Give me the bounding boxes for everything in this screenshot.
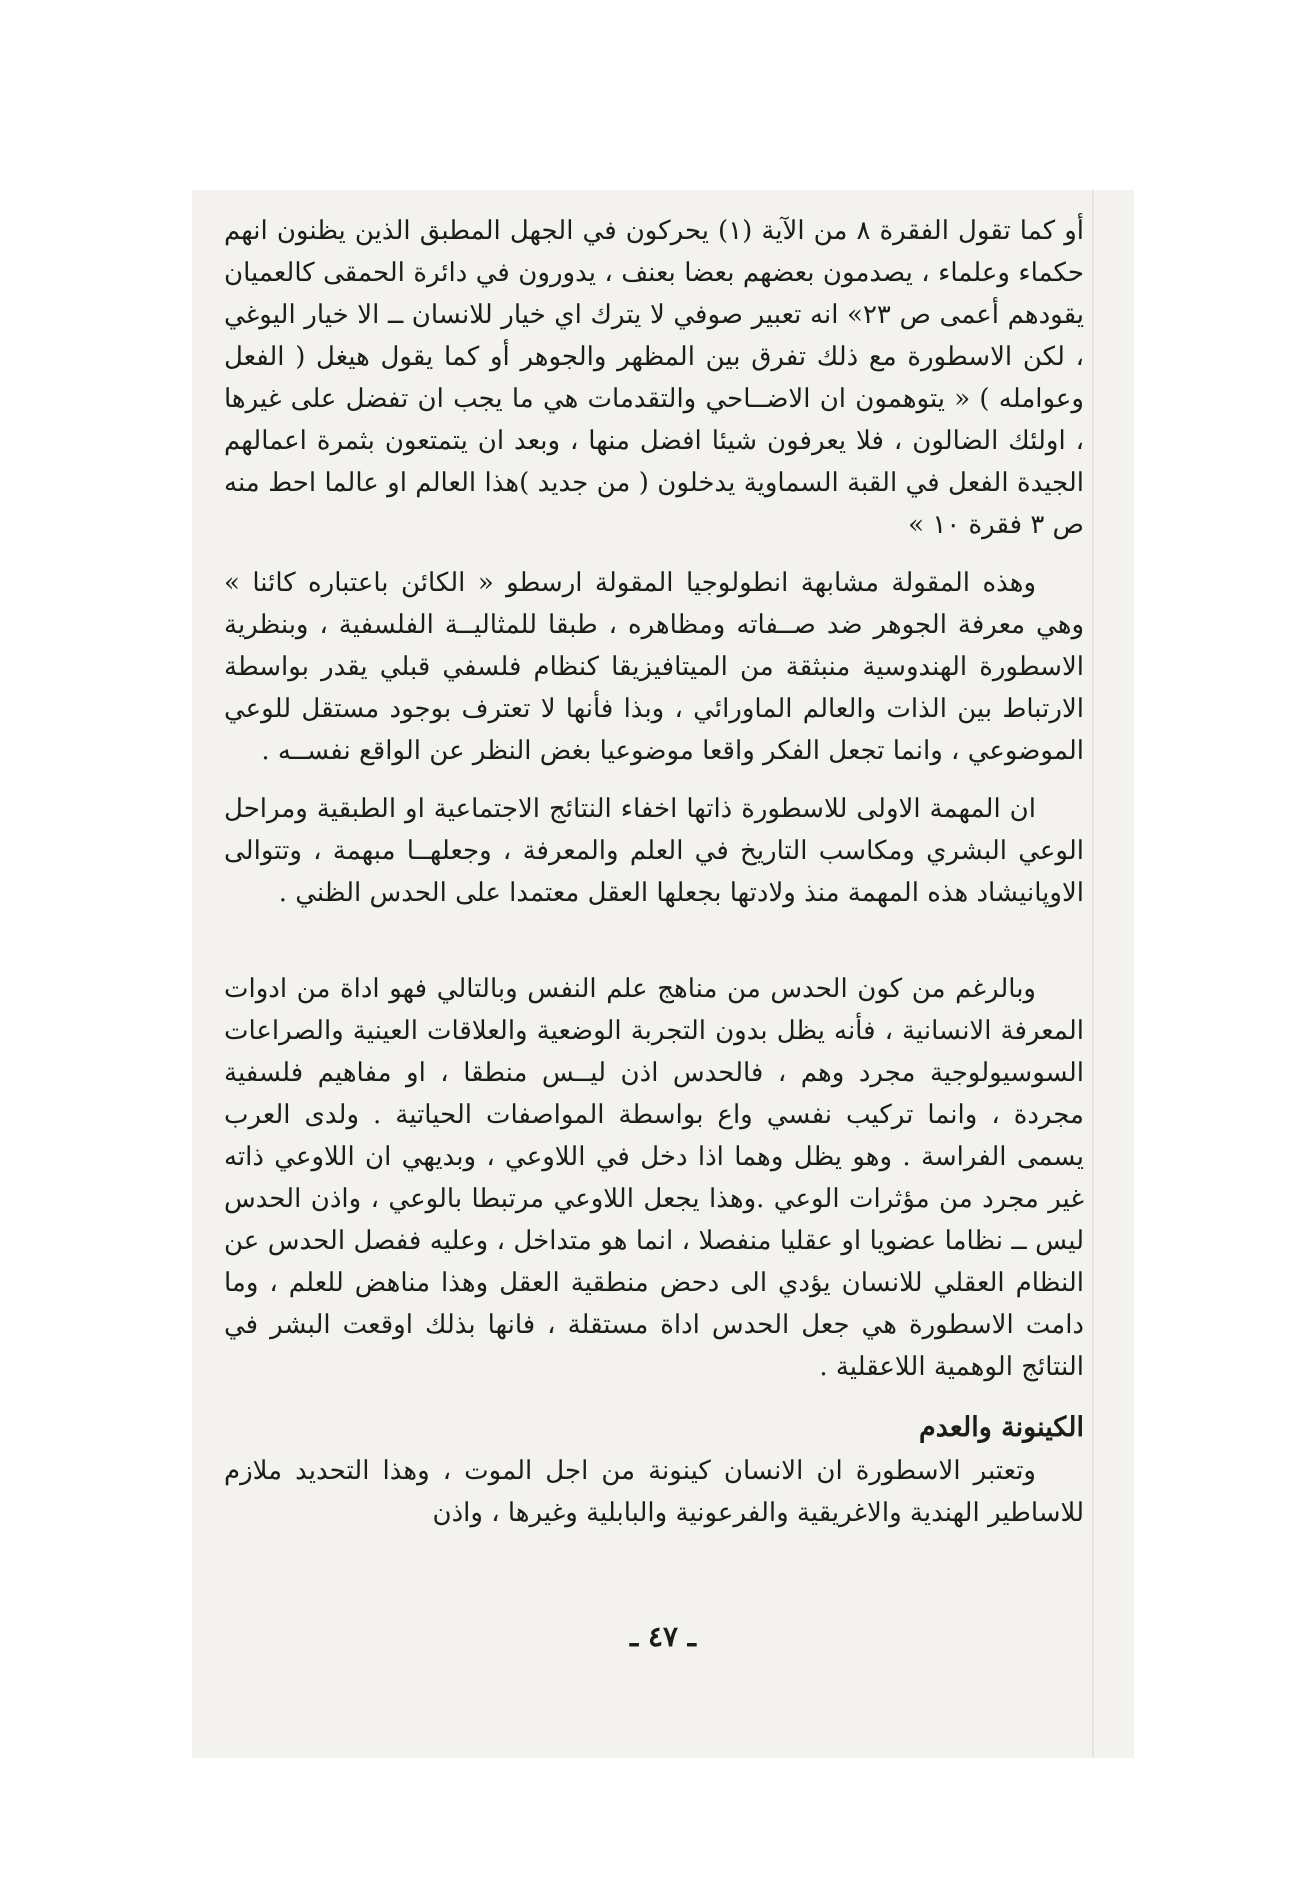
paragraph-quote-continuation: أو كما تقول الفقرة ٨ من الآية (١) يحركون في الجهل المطبق الذين يظنون انهم حكماء وعلماء ، يصدمون بعضهم بعضا بعنف ، يدورون في دائرة الحمقى كالعميان يقودهم أعمى ص ٢٣» انه تعبير صوفي لا يترك اي خيار للانسان ــ الا خيار اليوغي ، لكن الاسطورة مع ذلك تفرق بين المظهر والجوهر أو كما يقول هيغل ( الفعل وعوامله ) « يتوهمون ان الاضــاحي والتقدمات هي ما يجب ان تفضل على غيرها ، اولئك الضالون ، فلا يعرفون شيئا افضل منها ، وبعد ان يتمتعون بثمرة اعمالهم الجيدة الفعل في القبة السماوية يدخلون ( من جديد )هذا العالم او عالما احط منه ص ٣ فقرة ١٠ » — [224, 216, 1084, 540]
page-body — [224, 210, 1084, 1534]
section-heading: الكينونة والعدم — [919, 1412, 1084, 1443]
page-edge-shadow — [1092, 190, 1094, 1758]
paragraph-intuition: وبالرغم من كون الحدس من مناهج علم النفس وبالتالي فهو اداة من ادوات المعرفة الانسانية ، فأنه يظل بدون التجربة الوضعية والعلاقات العينية والصراعات السوسيولوجية مجرد وهم ، فالحدس اذن ليــس منطقا ، او مفاهيم فلسفية مجردة ، وانما تركيب نفسي واع بواسطة المواصفات الحياتية . ولدى العرب يسمى الفراسة . وهو يظل وهما اذا دخل في اللاوعي ، وبديهي ان اللاوعي ذاته غير مجرد من مؤثرات الوعي .وهذا يجعل اللاوعي مرتبطا بالوعي ، واذن الحدس ليس ــ نظاما عضويا او عقليا منفصلا ، انما هو متداخل ، وعليه ففصل الحدس عن النظام العقلي للانسان يؤدي الى دحض منطقية العقل وهذا مناهض للعلم ، وما دامت الاسطورة هي جعل الحدس اداة مستقلة ، فانها بذلك اوقعت البشر في النتائج الوهمية اللاعقلية . — [224, 974, 1084, 1382]
book-page — [192, 190, 1134, 1758]
paragraph-aristotle: وهذه المقولة مشابهة انطولوجيا المقولة ارسطو « الكائن باعتباره كائنا » وهي معرفة الجوهر ضد صــفاته ومظاهره ، طبقا للمثاليــة الفلسفية ، وبنظرية الاسطورة الهندوسية منبثقة من الميتافيزيقا كنظام فلسفي قبلي يقدر بواسطة الارتباط بين الذات والعالم الماورائي ، وبذا فأنها لا تعترف بوجود مستقل للوعي الموضوعي ، وانما تجعل الفكر واقعا موضوعيا بغض النظر عن الواقع نفســه . — [224, 568, 1084, 766]
paragraph-first-task: ان المهمة الاولى للاسطورة ذاتها اخفاء النتائج الاجتماعية او الطبقية ومراحل الوعي البشري ومكاسب التاريخ في العلم والمعرفة ، وجعلهــا مبهمة ، وتتوالى الاوپانيشاد هذه المهمة منذ ولادتها بجعلها العقل معتمدا على الحدس الظني . — [224, 794, 1085, 908]
paragraph-being-for-death: وتعتبر الاسطورة ان الانسان كينونة من اجل الموت ، وهذا التحديد ملازم للاساطير الهندية والاغريقية والفرعونية والبابلية وغيرها ، واذن — [224, 1456, 1084, 1528]
page-number: ـ ٤٧ ـ — [630, 1620, 696, 1653]
